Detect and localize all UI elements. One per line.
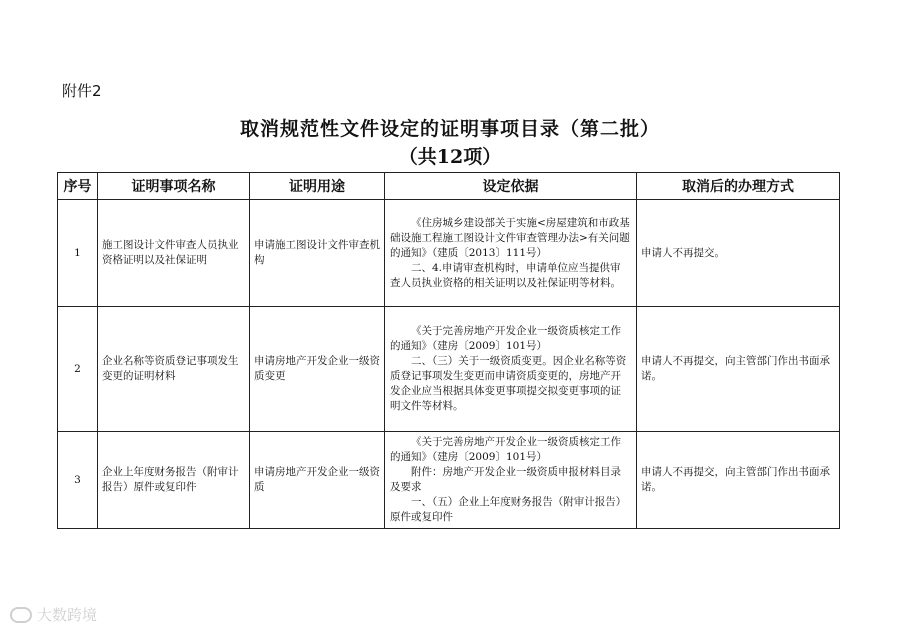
header-usage: 证明用途 — [250, 173, 385, 200]
row-usage: 申请施工图设计文件审查机构 — [250, 200, 385, 307]
watermark-text: 大数跨境 — [37, 606, 98, 624]
basis-paragraph: 二、（三）关于一级资质变更。因企业名称等资质登记事项发生变更而申请资质变更的，房地产开发企业应当根据具体变更事项提交拟变更事项的证明文件等材料。 — [390, 355, 627, 412]
row-usage: 申请房地产开发企业一级资质 — [250, 432, 385, 529]
watermark-logo-icon — [10, 607, 32, 623]
row-item-name: 企业名称等资质登记事项发生变更的证明材料 — [98, 307, 250, 432]
page-title: 取消规范性文件设定的证明事项目录（第二批） — [239, 118, 660, 140]
basis-paragraph: 附件：房地产开发企业一级资质申报材料目录及要求 — [390, 466, 621, 493]
row-basis — [385, 432, 637, 529]
row-number: 3 — [58, 432, 98, 529]
row-basis — [385, 200, 637, 307]
attachment-label: 附件2 — [62, 82, 102, 100]
row-item-name: 企业上年度财务报告（附审计报告）原件或复印件 — [98, 432, 250, 529]
row-handling: 申请人不再提交。 — [637, 200, 840, 307]
row-number: 1 — [58, 200, 98, 307]
basis-paragraph: 一、（五）企业上年度财务报告（附审计报告）原件或复印件 — [390, 496, 627, 523]
basis-paragraph: 《住房城乡建设部关于实施<房屋建筑和市政基础设施工程施工图设计文件审查管理办法>有关问题的通知》（建质〔2013〕111号） — [390, 216, 630, 259]
basis-paragraph: 《关于完善房地产开发企业一级资质核定工作的通知》（建房〔2009〕101号） — [390, 325, 621, 352]
table-row — [58, 200, 840, 307]
row-item-name: 施工图设计文件审查人员执业资格证明以及社保证明 — [98, 200, 250, 307]
table-row — [58, 432, 840, 529]
row-usage: 申请房地产开发企业一级资质变更 — [250, 307, 385, 432]
watermark — [10, 604, 97, 625]
row-handling: 申请人不再提交，向主管部门作出书面承诺。 — [637, 432, 840, 529]
header-no: 序号 — [58, 173, 98, 200]
certificate-table — [57, 172, 840, 529]
basis-paragraph: 《关于完善房地产开发企业一级资质核定工作的通知》（建房〔2009〕101号） — [390, 436, 621, 463]
table-row — [58, 307, 840, 432]
table-header-row — [58, 173, 840, 200]
header-handling: 取消后的办理方式 — [637, 173, 840, 200]
row-basis — [385, 307, 637, 432]
row-number: 2 — [58, 307, 98, 432]
header-name: 证明事项名称 — [98, 173, 250, 200]
header-basis: 设定依据 — [385, 173, 637, 200]
page-subtitle: （共12项） — [398, 146, 502, 168]
row-handling: 申请人不再提交，向主管部门作出书面承诺。 — [637, 307, 840, 432]
basis-paragraph: 二、4.申请审查机构时，申请单位应当提供审查人员执业资格的相关证明以及社保证明等材料。 — [390, 261, 621, 289]
